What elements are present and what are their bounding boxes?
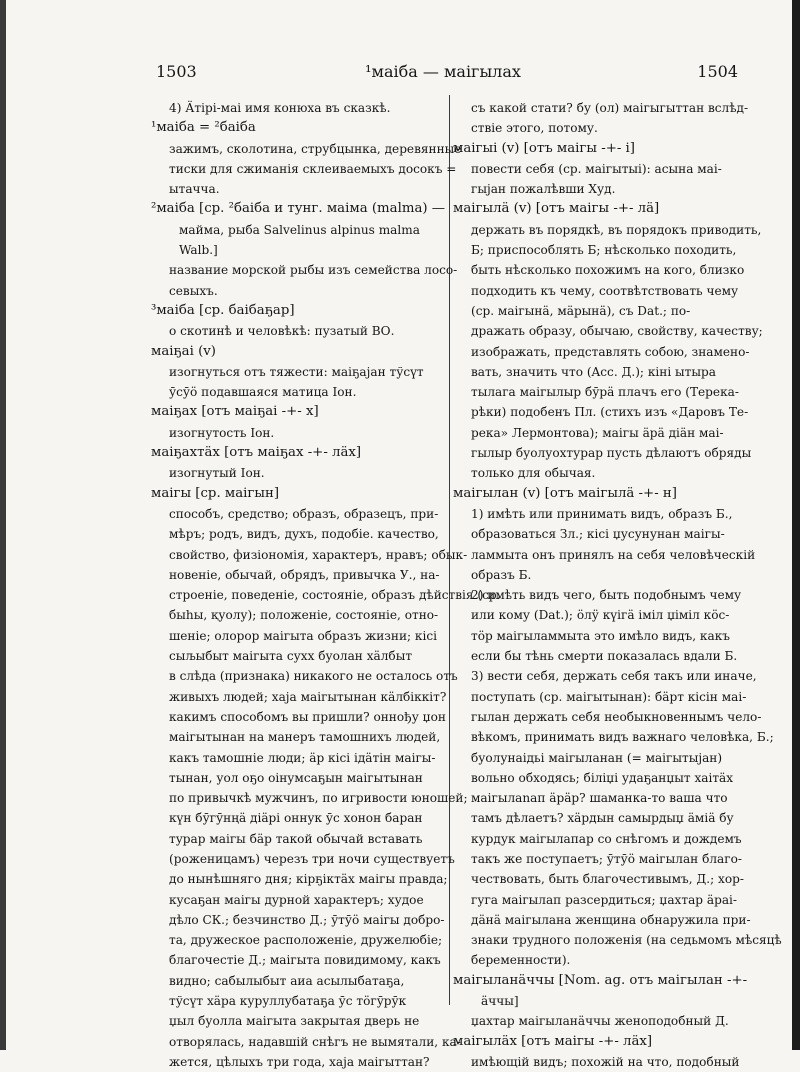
right-column-line: курдук маiгылапар со снѣгомъ и дождемъ (471, 831, 742, 846)
left-column-line: по привычкѣ мужчинъ, по игривости юношей; (169, 791, 468, 806)
left-column-line: какимъ способомъ вы пришли? оннођу џон (169, 709, 446, 724)
left-page-number: 1503 (156, 62, 197, 81)
scan-edge-right (792, 0, 800, 1050)
left-column-line: сыљыбыт маiгыта сухх буолан хӓлбыт (169, 649, 413, 664)
right-column-line: 2) имѣть видъ чего, быть подобнымъ чему (471, 588, 742, 603)
left-column-line: в слѣда (признака) никакого не осталось отъ (169, 669, 458, 684)
left-column-line: мѣръ; родъ, видъ, духъ, подобiе. качество, (169, 527, 439, 542)
left-column-line: ытачча. (169, 182, 220, 197)
right-column-line: беременности). (471, 953, 571, 968)
right-column-line: маiгылаnап ӓрӓр? шаманка-то ваша что (471, 791, 728, 806)
left-column-line: маiҕах [отъ маiҕаi -+- х] (151, 404, 319, 420)
left-column-line: изогнутость Iон. (169, 425, 275, 440)
right-column-line: только для обычая. (471, 466, 596, 481)
left-column-line: џыл буолла маiгыта закрытая дверь не (169, 1014, 420, 1029)
left-column-line: быһы, қуолу); положенiе, состоянiе, отно- (169, 608, 439, 623)
left-column-line: свойство, физiономiя, характеръ, нравъ; обык- (169, 547, 468, 562)
left-column-line: строенiе, поведенiе, состоянiе, образъ дѣйствiя (ср. (169, 588, 501, 603)
left-column-line: турар маiгы бӓр такой обычай вставать (169, 831, 423, 846)
right-column-line: 1) имѣть или принимать видъ, образъ Б., (471, 506, 733, 521)
left-column-line: маiҕахтӓх [отъ маiҕах -+- лӓх] (151, 445, 362, 461)
left-column-line: маiгы [ср. маiгын] (151, 485, 280, 501)
right-column-line: (ср. маiгынӓ, мӓрынӓ), съ Dat.; по- (471, 303, 691, 318)
left-column-line: какъ тамошнiе люди; ӓр кiсi iдӓтiн маiгы- (169, 750, 436, 765)
right-column-line: дӓнӓ маiгылана женщина обнаружила при- (471, 912, 751, 927)
right-column-line: образъ Б. (471, 567, 532, 582)
left-column-line: о скотинѣ и человѣкѣ: пузатый ВО. (169, 324, 395, 339)
right-column-line: маiгыi (v) [отъ маiгы -+- i] (453, 140, 635, 156)
right-column-line: маiгылан (v) [отъ маiгылӓ -+- н] (453, 485, 677, 501)
right-column-line: образоваться Зл.; кiсi џусунунан маiгы- (471, 527, 725, 542)
left-column-line: благочестiе Д.; маiгыта повидимому, какъ (169, 953, 441, 968)
right-column-line: повести себя (ср. маiгытыi): асына маi- (471, 161, 722, 176)
left-column-line: жется, цѣлыхъ три года, хаја маiгыттан? (169, 1054, 430, 1069)
right-column-line: рѣки) подобенъ Пл. (стихъ изъ «Даровъ Те- (471, 405, 749, 420)
right-column-line: ӓччы] (481, 994, 519, 1009)
right-column-line: изображать, представлять собою, знамено- (471, 344, 750, 359)
right-column-line: такъ же поступаетъ; ӯтӯӧ маiгылан благо- (471, 851, 742, 866)
left-column-line: видно; сабылыбыт аиа асылыбатаҕа, (169, 973, 405, 988)
right-column-line: 3) вести себя, держать себя такъ или иначе, (471, 669, 757, 684)
right-column-line: тылага маiгылыр бӯрӓ плачъ его (Терека- (471, 385, 739, 400)
right-column-line: поступать (ср. маiгытынан): бӓрт кiсiн маi- (471, 689, 747, 704)
right-column-line: буолунаiдьi маiгыланан (= маiгытыjан) (471, 750, 723, 765)
right-column-line: тӧр маiгыламмыта это имѣло видъ, какъ (471, 628, 730, 643)
left-column-line: тўсүт хӓра куруллубатаҕа ӯс тӧгӯрӯк (169, 994, 407, 1009)
left-column-line: 4) Ӓтiрi-маi имя конюха въ сказкѣ. (169, 101, 391, 115)
right-column-line: гуга маiгылап разсердиться; џахтар ӓраi- (471, 892, 737, 907)
right-column-line: гыjан пожалѣвши Худ. (471, 182, 616, 197)
page-header (148, 62, 738, 84)
left-column-line: ²маiба [ср. ²баiба и тунг. маiма (malma) — (151, 201, 446, 217)
right-column-line: держать въ порядкѣ, въ порядокъ приводить, (471, 222, 762, 237)
right-column-line: вольно обходясь; бiлiџi удаҕанџыт хаiтӓх (471, 770, 734, 785)
right-column-line: гылан держать себя необыкновеннымъ чело- (471, 709, 762, 724)
left-column-line: майма, рыба Salvelinus alpinus malma (179, 222, 420, 237)
right-column-line: џахтар маiгыланӓччы женоподобный Д. (471, 1014, 729, 1029)
right-column (453, 98, 782, 1072)
right-column-line: вать, значить что (Acc. Д.); кiнi ытыра (471, 364, 716, 379)
left-column-line: тынан, уол оҕо оiнумсаҕын маiгытынан (169, 770, 423, 785)
left-column-line: та, дружеское расположенiе, дружелюбiе; (169, 933, 443, 948)
left-column-line: изогнуться отъ тяжести: маiҕаjан тўсүт (169, 364, 424, 379)
left-column-line: кусаҕан маiгы дурной характеръ; худое (169, 892, 424, 907)
left-column-line: Walb.] (179, 243, 218, 258)
right-column-line: если бы тѣнь смерти показалась вдали Б. (471, 649, 738, 664)
right-column-line: быть нѣсколько похожимъ на кого, близко (471, 263, 745, 278)
scan-edge-left (0, 0, 6, 1050)
right-column-line: Б; приспособлять Б; нѣсколько походить, (471, 243, 737, 258)
left-column-line: севыхъ. (169, 283, 218, 298)
right-column-line: ствiе этого, потому. (471, 121, 598, 136)
right-column-line: река» Лермонтова); маiгы ӓрӓ дiӓн маi- (471, 425, 724, 440)
right-column-line: маiгылӓх [отъ маiгы -+- лӓх] (453, 1033, 653, 1049)
left-column-line: шенiе; олорор маiгыта образъ жизни; кiсi (169, 628, 437, 643)
left-column-line: ӯсӯӧ подавшаяся матица Iон. (169, 385, 357, 400)
left-column-line: (роженицамъ) черезъ три ночи существуетъ (169, 851, 455, 866)
left-column-line: живыхъ людей; хаја маiгытынан кӓлбiккiт? (169, 689, 447, 704)
left-column-line: күн бӯгӯнңӓ дiӓрi оннук ӯс хонон баран (169, 811, 423, 826)
right-column-line: съ какой стати? бу (ол) маiгыгыттан вслѣд- (471, 101, 749, 115)
left-column-line: зажимъ, сколотина, струбцынка, деревянные (169, 141, 462, 156)
running-title: ¹маiба — маiгылах (365, 62, 521, 81)
left-column-line: изогнутый Iон. (169, 466, 265, 481)
right-column-line: дражать образу, обычаю, свойству, качеству; (471, 324, 763, 339)
right-column-line: имѣющiй видъ; похожiй на что, подобный (471, 1054, 740, 1069)
right-column-line: чествовать, быть благочестивымъ, Д.; хор- (471, 872, 744, 887)
right-column-line: гылыр буолуохтурар пусть дѣлаютъ обряды (471, 446, 752, 461)
left-column-line: название морской рыбы изъ семейства лосо- (169, 263, 458, 278)
right-column-line: тамъ дѣлаетъ? хӓрдын самырдыџ ӓмiӓ бу (471, 811, 734, 826)
right-column-line: знаки трудного положенiя (на седьмомъ мѣсяцѣ (471, 933, 782, 948)
left-column-line: маiҕаi (v) (151, 343, 216, 359)
right-column-line: маiгылӓ (v) [отъ маiгы -+- лӓ] (453, 201, 660, 217)
left-column-line: до нынѣшняго дня; кiрҕiктӓх маiгы правда; (169, 872, 448, 887)
left-column-line: маiгытынан на манеръ тамошнихъ людей, (169, 730, 441, 745)
left-column-line: ³маiба [ср. баiбаҕар] (151, 302, 295, 318)
left-column-line: тиски для сжиманiя склеиваемыхъ досокъ = (169, 161, 457, 176)
left-column-line: отворялась, надавшiй снѣгъ не вымятали, ка- (169, 1034, 461, 1049)
left-column-line: новенiе, обычай, обрядъ, привычка У., на- (169, 567, 440, 582)
right-column-line: подходить къ чему, соотвѣтствовать чему (471, 283, 739, 298)
right-column-line: вѣкомъ, принимать видъ важнаго человѣка, Б.; (471, 730, 774, 745)
right-page-number: 1504 (697, 62, 738, 81)
right-column-line: или кому (Dat.); ӧлӱ күiгӓ iмiл џiмiл кӧс- (471, 608, 730, 623)
right-column-line: маiгыланӓччы [Nom. ag. отъ маiгылан -+- (453, 972, 748, 988)
left-column-line: дѣло СК.; безчинство Д.; ӯтӯӧ маiгы добро- (169, 912, 445, 927)
left-column-line: способъ, средство; образъ, образецъ, при- (169, 506, 439, 521)
right-column-line: ламмыта онъ принялъ на себя человѣческiй (471, 547, 756, 562)
left-column-line: ¹маiба = ²баiба (151, 120, 256, 136)
